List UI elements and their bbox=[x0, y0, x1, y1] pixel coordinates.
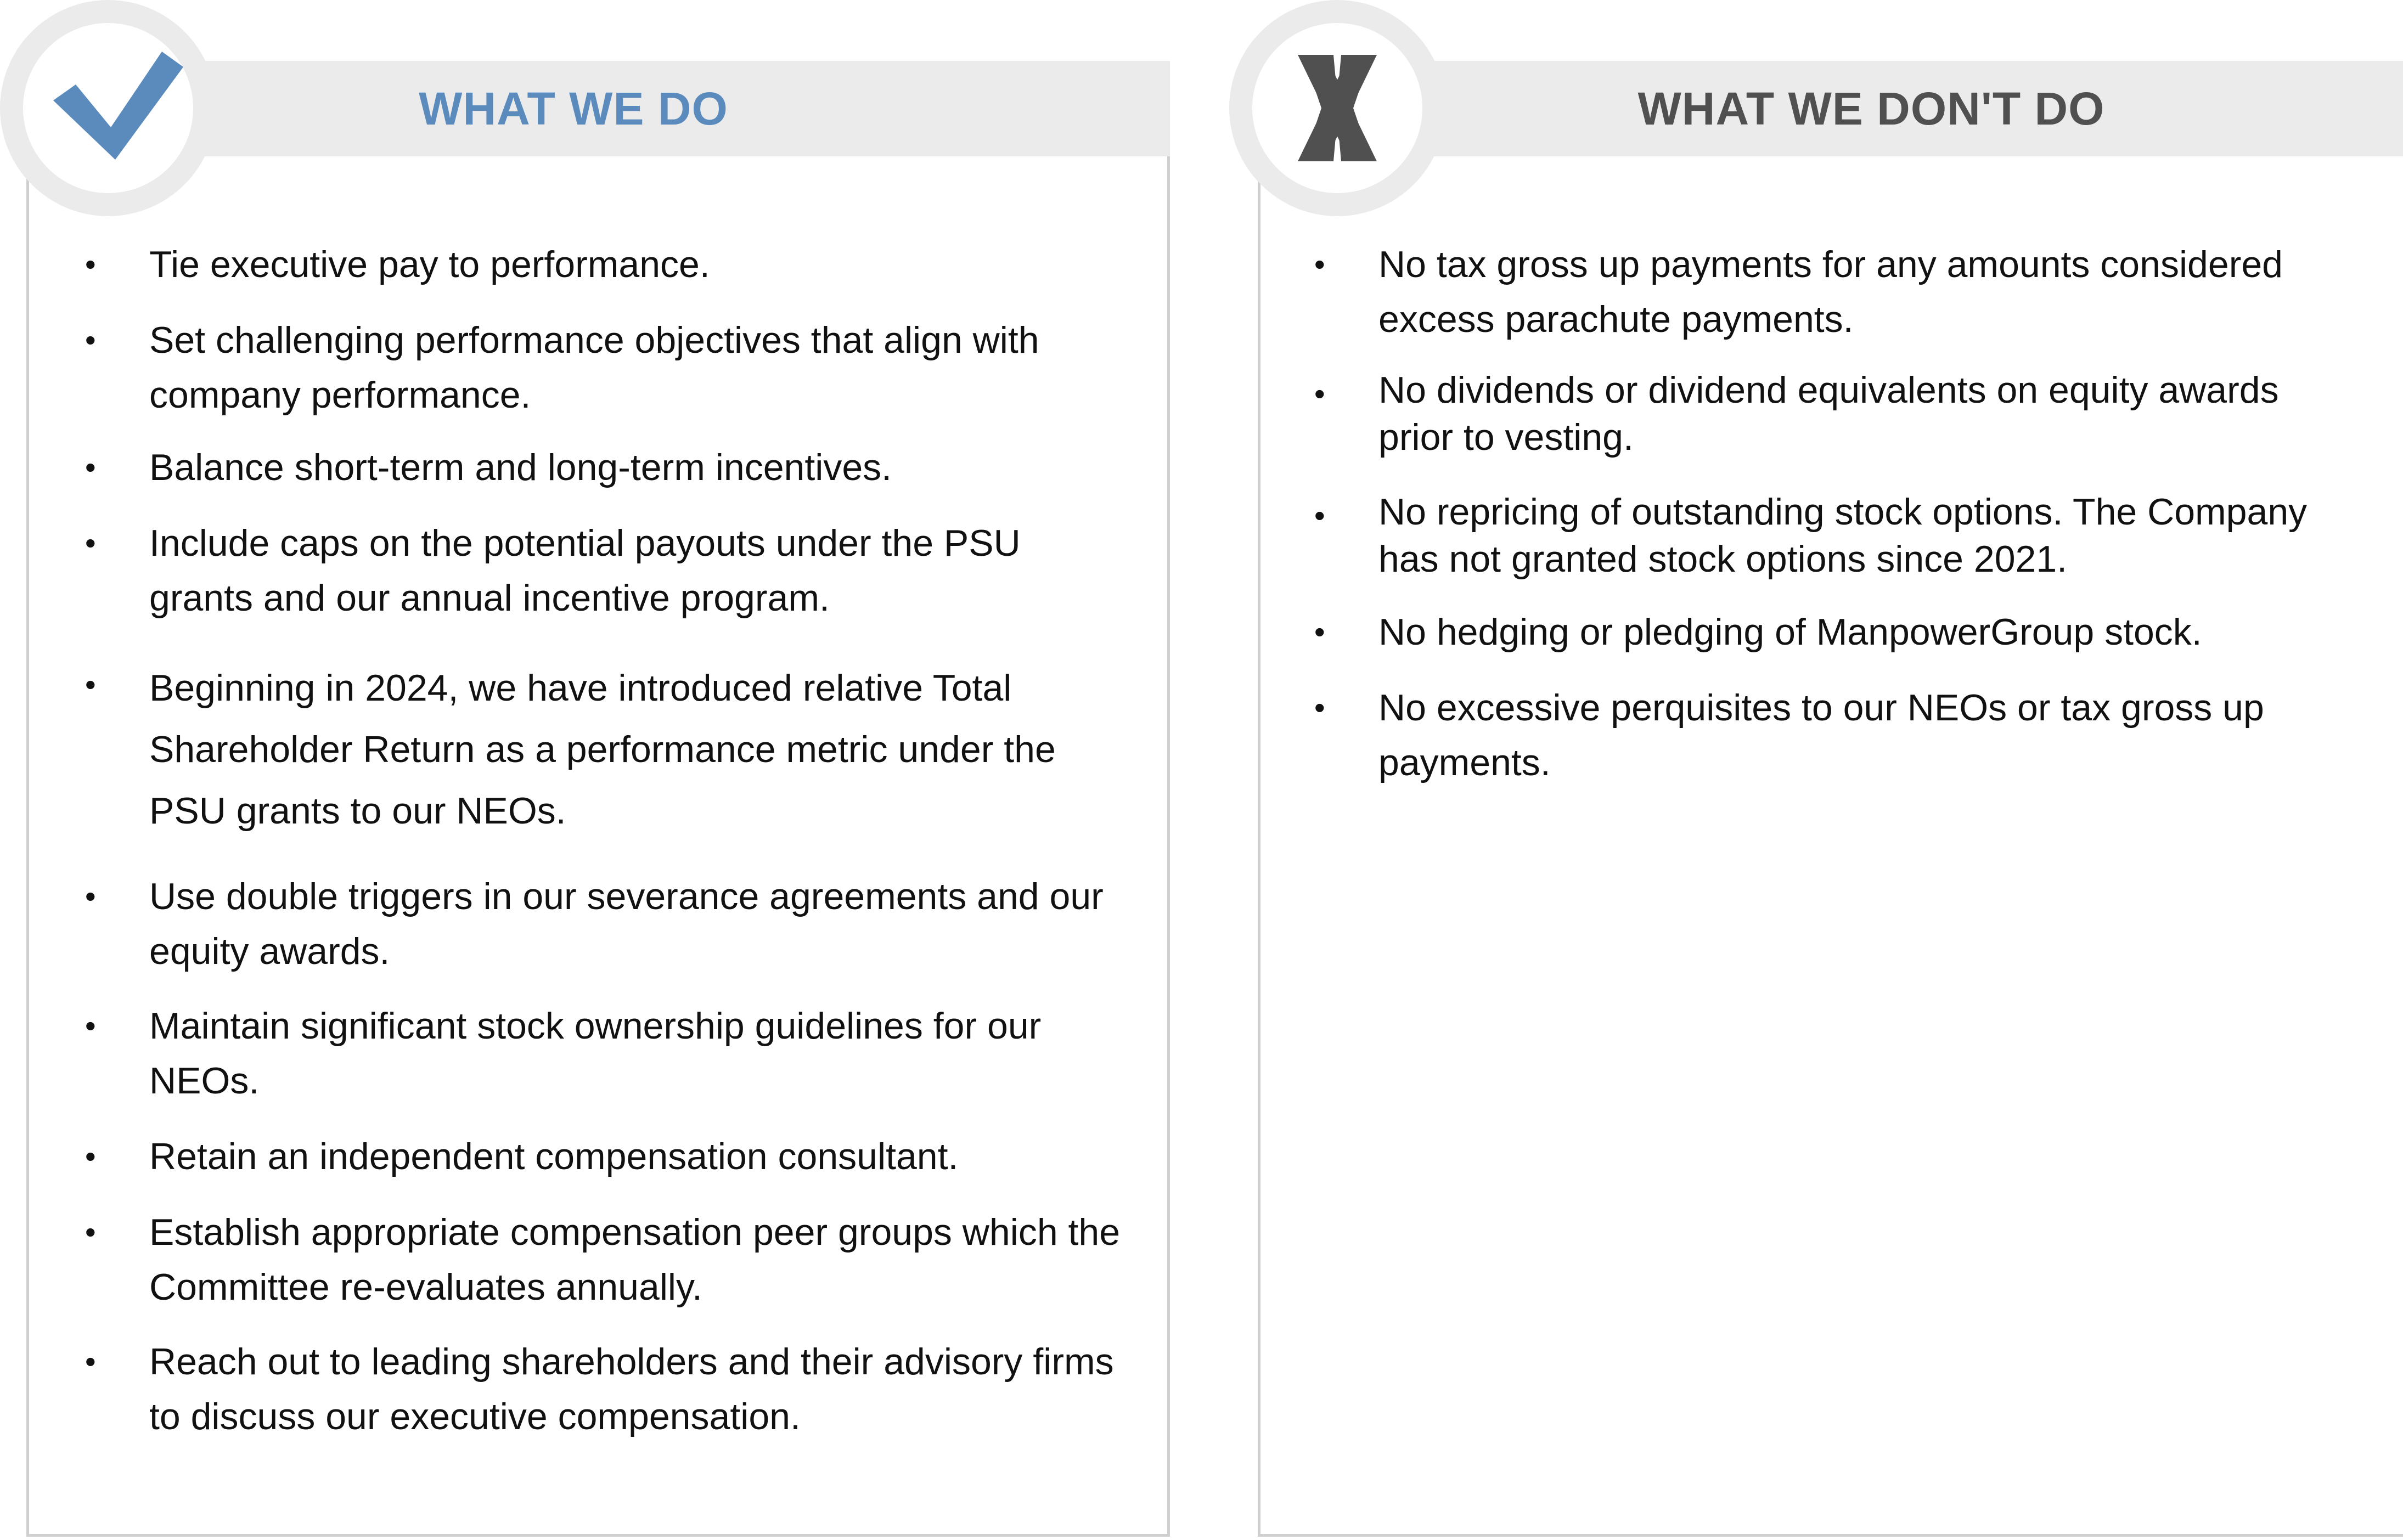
list-item: • No hedging or pledging of ManpowerGroup stock. bbox=[1314, 605, 2357, 659]
what-we-dont-do-title: WHAT WE DON'T DO bbox=[1637, 83, 2105, 134]
list-item: • Establish appropriate compensation peer groups which the Committee re-evaluates annually. bbox=[85, 1205, 1128, 1315]
what-we-dont-do-panel bbox=[1229, 0, 2403, 1540]
list-item: • Tie executive pay to performance. bbox=[85, 237, 1128, 292]
what-we-dont-do-header bbox=[1366, 61, 2403, 156]
list-item: • Balance short-term and long-term incentives. bbox=[85, 440, 1128, 495]
what-we-do-list bbox=[85, 237, 1128, 1444]
list-item: • Retain an independent compensation consultant. bbox=[85, 1129, 1128, 1184]
what-we-do-badge bbox=[0, 0, 216, 216]
list-item: • Use double triggers in our severance agreements and our equity awards. bbox=[85, 869, 1128, 979]
x-mark-icon bbox=[1229, 0, 1445, 216]
list-item: • No dividends or dividend equivalents on equity awards prior to vesting. bbox=[1314, 366, 2357, 461]
list-item: • No tax gross up payments for any amounts considered excess parachute payments. bbox=[1314, 237, 2357, 347]
what-we-dont-do-list bbox=[1314, 237, 2357, 790]
list-item: • Reach out to leading shareholders and their advisory firms to discuss our executive compensation. bbox=[85, 1334, 1128, 1444]
what-we-do-panel bbox=[0, 0, 1174, 1540]
what-we-do-title: WHAT WE DO bbox=[419, 83, 728, 134]
what-we-dont-do-badge bbox=[1229, 0, 1445, 216]
list-item: • No repricing of outstanding stock options. The Company has not granted stock options since 2021. bbox=[1314, 488, 2357, 583]
list-item: • Beginning in 2024, we have introduced relative Total Shareholder Return as a performance metric under the PSU grants to our NEOs. bbox=[85, 657, 1128, 842]
what-we-do-header bbox=[137, 61, 1170, 156]
list-item: • Set challenging performance objectives that align with company performance. bbox=[85, 313, 1128, 422]
checkmark-icon bbox=[0, 0, 216, 216]
list-item: • No excessive perquisites to our NEOs or tax gross up payments. bbox=[1314, 680, 2357, 790]
list-item: • Include caps on the potential payouts under the PSU grants and our annual incentive program. bbox=[85, 516, 1128, 625]
list-item: • Maintain significant stock ownership guidelines for our NEOs. bbox=[85, 999, 1128, 1108]
